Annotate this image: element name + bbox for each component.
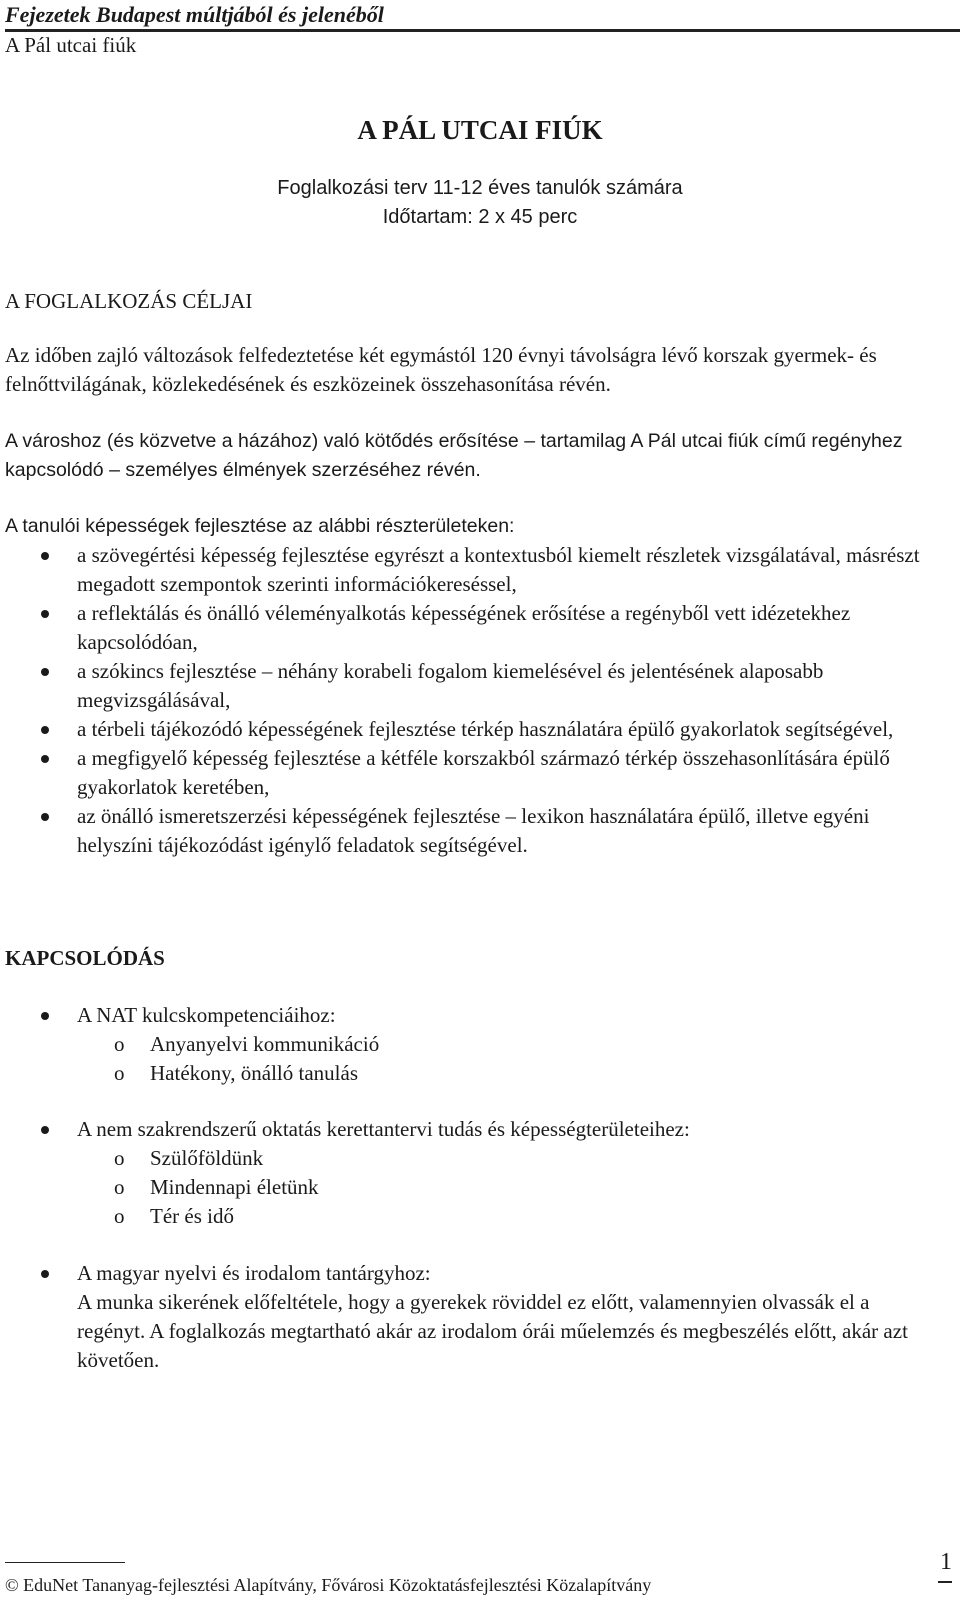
nat-block [5,1001,920,1088]
nat-label: A NAT kulcskompetenciáihoz: [5,1001,920,1030]
list-item: a megfigyelő képesség fejlesztése a kétféle korszakból származó térkép összehasonlítására épülő gyakorlatok keretében, [5,744,920,802]
list-item: o Mindennapi életünk [5,1173,920,1202]
goals-paragraph-2: A városhoz (és közvetve a házához) való kötődés erősítése – tartamilag A Pál utcai fiúk című regényhez kapcsolódó – személyes élmények szerzéséhez révén. [5,430,903,481]
goals-heading: A FOGLALKOZÁS CÉLJAI [5,289,253,313]
connections-heading: KAPCSOLÓDÁS [5,946,165,970]
skills-intro: A tanulói képességek fejlesztése az alábbi részterületeken: [5,515,515,537]
list-item: az önálló ismeretszerzési képességének fejlesztése – lexikon használatára épülő, illetve egyéni helyszíni tájékozódást igénylő feladatok segítségével. [5,802,920,860]
list-item: a szövegértési képesség fejlesztése egyrészt a kontextusból kiemelt részletek vizsgálatával, másrészt megadott szempontok szerinti információkereséssel, [5,541,920,599]
non-subject-list [5,1144,920,1231]
goals-paragraph-1: Az időben zajló változások felfedeztetése két egymástól 120 évnyi távolságra lévő korszak gyermek- és felnőttvilágának, közlekedésének és eszközeinek összehasonítása révén. [5,343,877,396]
page-number-underline [938,1581,952,1583]
page-number: 1 [940,1549,952,1575]
duration: Időtartam: 2 x 45 perc [382,206,578,228]
footer-divider [5,1562,125,1563]
non-subject-block [5,1115,920,1231]
list-item: o Tér és idő [5,1202,920,1231]
series-title: Fejezetek Budapest múltjából és jelenéből [5,2,384,27]
literature-label: A magyar nyelvi és irodalom tantárgyhoz: [5,1259,920,1288]
nat-list [5,1030,920,1088]
non-subject-label: A nem szakrendszerű oktatás kerettantervi tudás és képességterületeihez: [5,1115,920,1144]
literature-text: A munka sikerének előfeltétele, hogy a gyerekek röviddel ez előtt, valamennyien olvassák el a regényt. A foglalkozás megtartható akár az irodalom órái műelemzés és megbeszélés előtt, akár azt követően. [77,1290,908,1372]
header-subtitle: A Pál utcai fiúk [5,33,137,57]
plan-description: Foglalkozási terv 11-12 éves tanulók számára [277,177,683,199]
skills-list [5,541,920,860]
literature-block [5,1259,920,1375]
footer-copyright: © EduNet Tananyag-fejlesztési Alapítvány, Fővárosi Közoktatásfejlesztési Közalapítvány [5,1575,652,1595]
header-divider [5,29,960,32]
list-item: o Szülőföldünk [5,1144,920,1173]
list-item: a térbeli tájékozódó képességének fejlesztése térkép használatára épülő gyakorlatok segítségével, [5,715,920,744]
list-item: o Anyanyelvi kommunikáció [5,1030,920,1059]
page-title: A PÁL UTCAI FIÚK [357,115,603,145]
list-item: o Hatékony, önálló tanulás [5,1059,920,1088]
list-item: a reflektálás és önálló véleményalkotás képességének erősítése a regényből vett idézetekhez kapcsolódóan, [5,599,920,657]
list-item: a szókincs fejlesztése – néhány korabeli fogalom kiemelésével és jelentésének alaposabb megvizsgálásával, [5,657,920,715]
